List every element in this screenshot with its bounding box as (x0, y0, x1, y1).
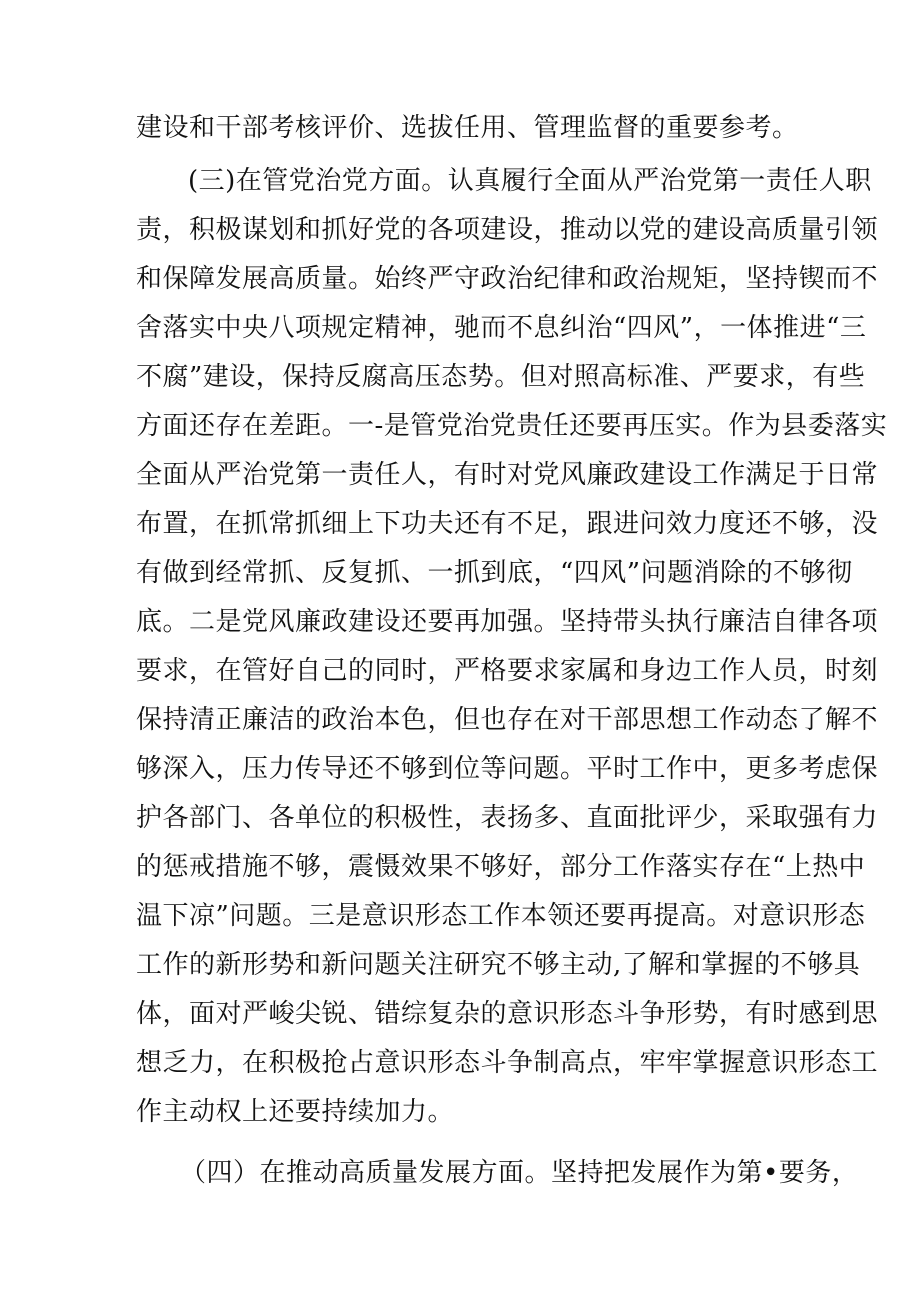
text-line: 温下凉”问题。三是意识形态工作本领还要再提高。对意识形态 (136, 901, 866, 931)
text-line: 责，积极谋划和抓好党的各项建设，推动以党的建设高质量引领 (136, 215, 879, 245)
text-line: 建设和干部考核评价、选拔任用、管理监督的重要参考。 (136, 113, 799, 143)
text-line: 工作的新形势和新问题关注研究不够主动,了解和掌握的不够具 (136, 950, 861, 980)
section-heading-line: （四）在推动高质量发展方面。坚持把发展作为第•要务， (180, 1158, 859, 1188)
text-line: 够深入，压力传导还不够到位等问题。平时工作中，更多考虑保 (136, 754, 879, 784)
text-line: 护各部门、各单位的积极性，表扬多、直面批评少，采取强有力 (136, 803, 879, 833)
text-line: 要求，在管好自己的同时，严格要求家属和身边工作人员，时刻 (136, 656, 879, 686)
text-line: 体，面对严峻尖锐、错综复杂的意识形态斗争形势，有时感到思 (136, 999, 879, 1029)
text-line: 作主动权上还要持续加力。 (136, 1097, 455, 1127)
text-line: 方面还存在差距。一-是管党治党贵任还要再压实。作为县委落实 (136, 411, 888, 441)
section-heading-line: (三)在管党治党方面。认真履行全面从严治党第一责任人职 (188, 166, 872, 196)
text-line: 保持清正廉洁的政治本色，但也存在对干部思想工作动态了解不 (136, 705, 879, 735)
text-line: 和保障发展高质量。始终严守政治纪律和政治规矩，坚持锲而不 (136, 264, 879, 294)
text-line: 底。二是党风廉政建设还要再加强。坚持带头执行廉洁自律各项 (136, 607, 879, 637)
text-line: 想乏力，在积极抢占意识形态斗争制高点，牢牢掌握意识形态工 (136, 1048, 879, 1078)
text-line: 全面从严治党第一责任人，有时对党风廉政建设工作满足于日常 (136, 460, 879, 490)
text-line: 舍落实中央八项规定精神，驰而不息纠治“四风”，一体推进“三 (136, 313, 867, 343)
text-line: 布置，在抓常抓细上下功夫还有不足，跟进问效力度还不够，没 (136, 509, 879, 539)
text-line: 的惩戒措施不够，震慑效果不够好，部分工作落实存在“上热中 (136, 852, 866, 882)
text-line: 不腐”建设，保持反腐高压态势。但对照高标准、严要求，有些 (136, 362, 866, 392)
text-line: 有做到经常抓、反复抓、一抓到底，“四风”问题消除的不够彻 (136, 558, 853, 588)
